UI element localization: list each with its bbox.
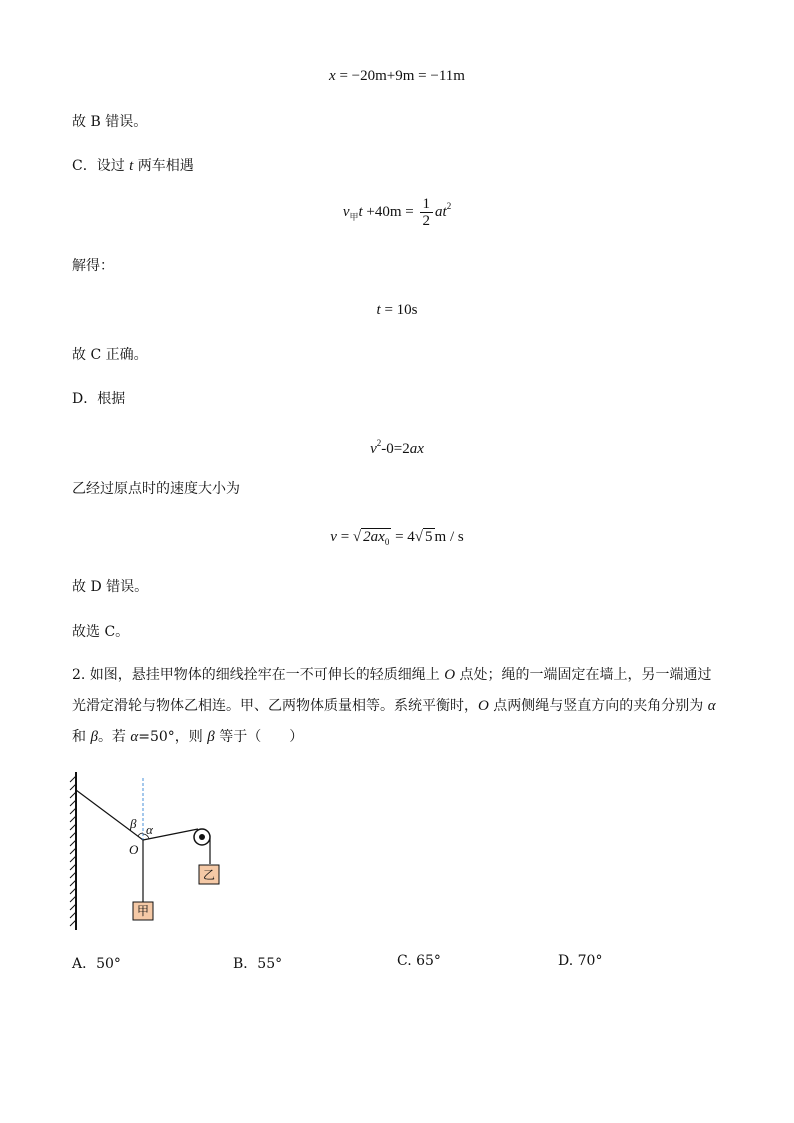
line-d-wrong: 故 D 错误。: [72, 579, 149, 595]
line-c-right: 故 C 正确。: [72, 347, 148, 363]
eq-v-eq2: = 4: [391, 529, 415, 545]
block-yi-label: 乙: [202, 868, 216, 882]
eq-t-rhs: = 10s: [380, 302, 418, 318]
equation-v-squared: [0, 434, 794, 458]
label-o: O: [129, 842, 139, 857]
q-text-5: 。若: [97, 729, 131, 745]
fraction-denominator: 2: [422, 213, 431, 229]
q-text-7: 等于（ ）: [214, 729, 304, 745]
angle-arc-beta: [138, 833, 143, 836]
equation-time: [0, 301, 794, 319]
eq-x-var: x: [329, 68, 336, 84]
eq-meet-sub: 甲: [349, 211, 359, 222]
q-text-3: 点两侧绳与竖直方向的夹角分别为: [488, 698, 708, 714]
eq-v2-rest: -0=2: [381, 441, 410, 457]
q-o1: O: [444, 667, 456, 683]
eq-meet-exp: 2: [446, 200, 452, 211]
sqrt-symbol: √: [352, 529, 362, 545]
equation-displacement: [0, 67, 794, 85]
option-b[interactable]: B．55°: [233, 956, 283, 972]
q-alpha1: α: [707, 698, 716, 714]
q-text-4: 和: [72, 729, 91, 745]
eq-v-var: v: [330, 529, 337, 545]
equation-meet: [0, 196, 794, 229]
rope-to-wall: [76, 790, 143, 840]
q-alpha2: α: [130, 729, 139, 745]
eq-meet-mid: +40m =: [362, 203, 418, 220]
line-choose: 故选 C。: [72, 624, 130, 640]
line-c-intro: [72, 157, 194, 175]
eq-v-sqrt-sub: 0: [384, 537, 390, 547]
line-d-intro: D．根据: [72, 391, 126, 407]
q-text-2: 点处；绳的一端固定在墙上，另一端通过光滑定滑轮与物体乙相连。甲、乙两物体质量相等。系统平衡时，: [72, 667, 712, 714]
option-c[interactable]: C. 65°: [397, 953, 441, 969]
line-speed: 乙经过原点时的速度大小为: [72, 481, 240, 497]
sqrt-symbol-2: √: [414, 529, 424, 545]
q-beta1: β: [90, 729, 98, 745]
line-b-wrong: 故 B 错误。: [72, 114, 148, 130]
eq-meet-t: t: [358, 203, 363, 220]
eq-v-eq1: =: [336, 529, 353, 545]
pulley-axle: [199, 834, 205, 840]
label-alpha: α: [146, 822, 153, 837]
eq-v-unit: m / s: [434, 529, 464, 545]
eq-t-var: t: [376, 302, 381, 318]
eq-v-sqrt5: 5: [425, 529, 433, 545]
c-intro-prefix: C．设过: [72, 158, 130, 174]
eq-meet-v: v: [342, 203, 350, 220]
eq-v2-exp: 2: [376, 438, 382, 448]
equation-speed: [0, 528, 794, 551]
question-2-text: [72, 660, 722, 753]
eq-x-rhs: = −20m+9m = −11m: [339, 68, 465, 84]
q-beta2: β: [207, 729, 215, 745]
c-intro-suffix: 两车相遇: [133, 158, 194, 174]
fraction-numerator: 1: [420, 196, 434, 213]
eq-meet-at: at: [435, 203, 447, 220]
eq-v2-ax: ax: [409, 441, 424, 457]
c-intro-var: t: [129, 158, 134, 174]
line-solve: 解得：: [72, 258, 114, 274]
pulley-diagram: [60, 768, 240, 938]
label-beta: β: [130, 816, 137, 831]
sqrt-body-1: [361, 528, 391, 545]
q-o2: O: [478, 698, 489, 714]
block-jia-label: 甲: [136, 904, 150, 918]
eq-v2-v: v: [370, 441, 377, 457]
q-text-1: 2. 如图，悬挂甲物体的细线拴牢在一不可伸长的轻质细绳上: [72, 667, 445, 683]
option-a[interactable]: A．50°: [72, 956, 121, 972]
option-d[interactable]: D. 70°: [558, 953, 603, 969]
eq-v-sqrt-a: 2ax: [363, 529, 385, 545]
eq-meet-fraction: [420, 196, 434, 229]
q-text-6: =50°，则: [138, 729, 208, 745]
